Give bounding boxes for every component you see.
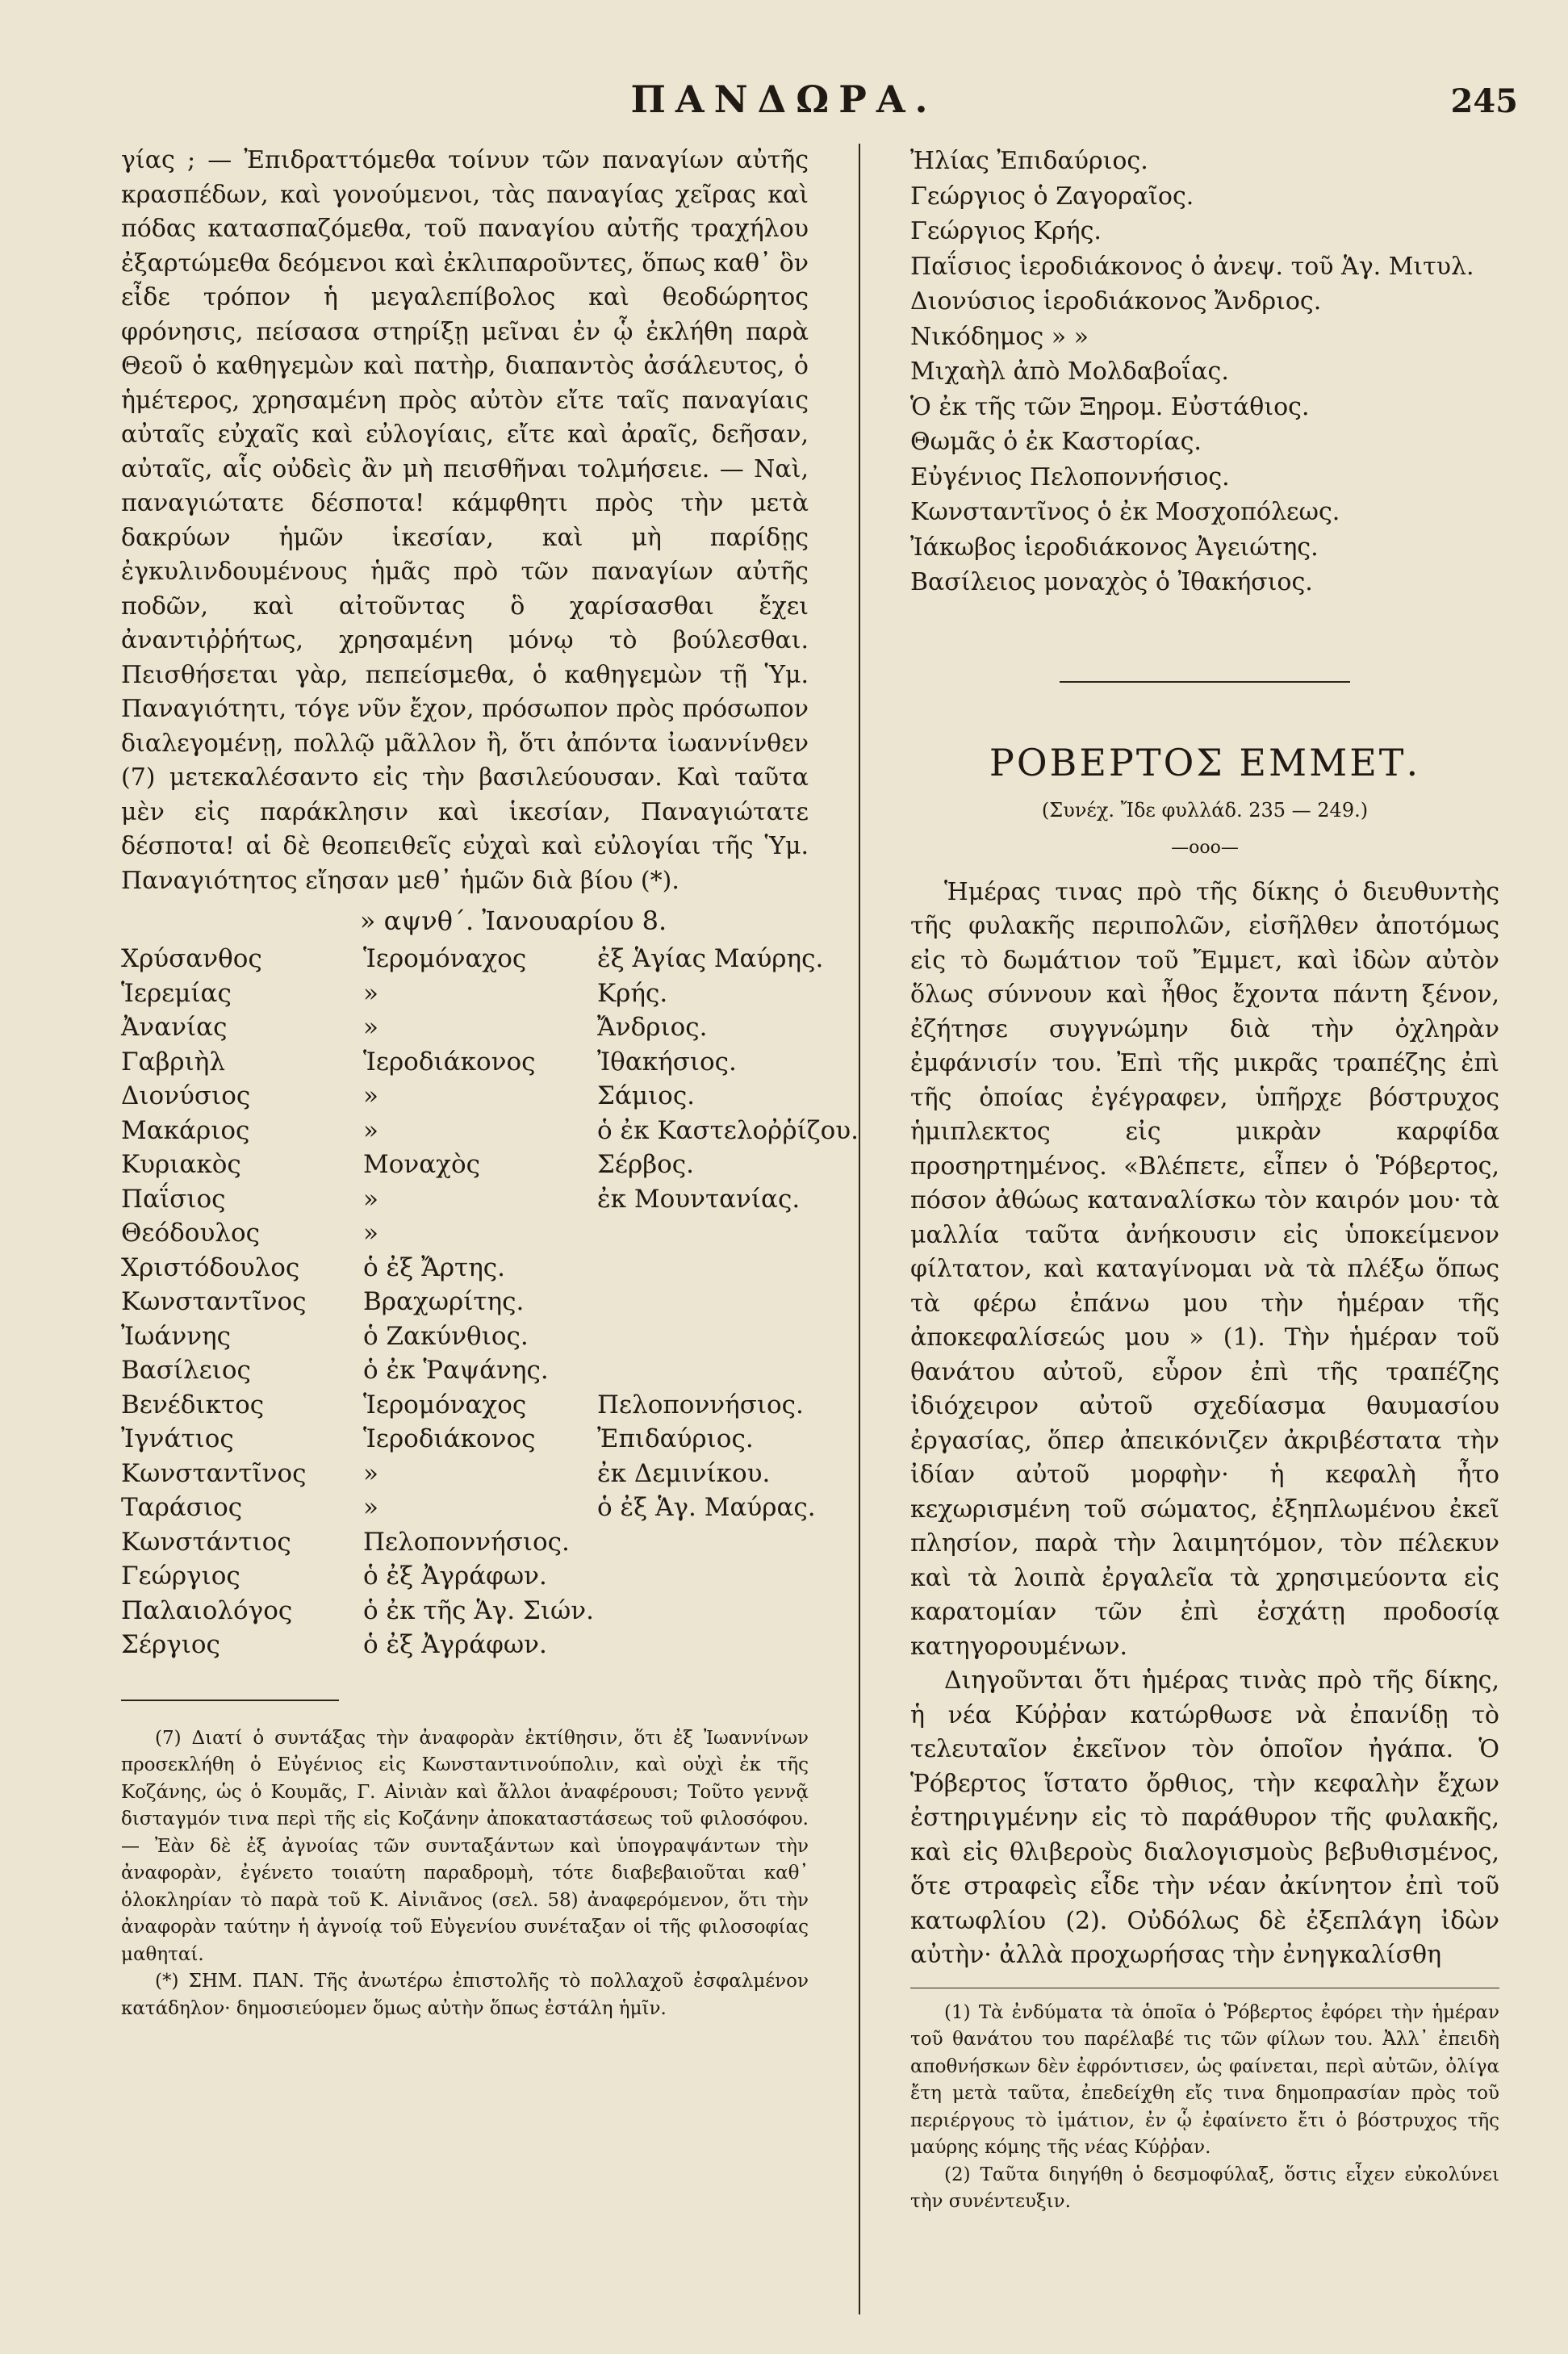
signatory-role: Ἱερομόναχος: [363, 1390, 527, 1420]
signatory-role: Μοναχὸς: [363, 1150, 480, 1179]
signatory-list: [121, 942, 859, 1662]
signatory-row: [121, 1353, 809, 1388]
signatory-role: »: [363, 1458, 378, 1488]
continuation-note: (Συνέχ. Ἴδε φυλλάδ. 235 — 249.): [1041, 798, 1369, 822]
signatory-row: Ἰάκωβος ἱεροδιάκονος Ἀγειώτης.: [910, 533, 1319, 562]
signatory-role: Ἱεροδιάκονος: [363, 1424, 536, 1453]
left-column: [121, 144, 859, 2022]
signatory-row: [121, 1525, 809, 1560]
footnote-star: (*) ΣΗΜ. ΠΑΝ. Τῆς ἀνωτέρω ἐπιστολῆς τὸ πολλαχοῦ ἐσφαλμένον κατάδηλον· δημοσιεύομεν ὅμως αὐτὴν ὅπως ἐστάλη ἡμῖν.: [121, 1971, 809, 2019]
running-head: [0, 77, 1568, 134]
signatory-role: »: [363, 1081, 378, 1110]
signatory-row: [121, 1559, 809, 1594]
signatory-role: »: [363, 1184, 378, 1214]
signatory-role: »: [363, 1115, 378, 1145]
signatory-role: ὁ ἐξ Ἄρτης.: [363, 1252, 505, 1282]
footnote-rule: [121, 1700, 339, 1701]
signatory-name: Ἱερεμίας: [121, 978, 232, 1008]
signatory-place: [597, 1594, 809, 1629]
signatory-place: Ἰθακήσιος.: [597, 1047, 737, 1077]
signatory-name: Γαβριὴλ: [121, 1047, 225, 1077]
signatory-name: Χριστόδουλος: [121, 1252, 300, 1282]
signatory-name: Γεώργιος: [121, 1562, 240, 1591]
signatory-row: [121, 1010, 809, 1045]
signatory-row: [121, 1457, 809, 1491]
signatory-row: [121, 1285, 809, 1319]
signatory-name: Ἀνανίας: [121, 1013, 228, 1042]
signatory-place: ὁ ἐξ Ἁγ. Μαύρας.: [597, 1493, 816, 1522]
signatory-place: ὁ ἐκ Καστελοῤῥίζου.: [597, 1115, 859, 1145]
letter-date-line: » αψνθ΄. Ἰανουαρίου 8.: [359, 905, 667, 936]
signatory-row: [121, 1114, 859, 1148]
signatory-role: »: [363, 1219, 378, 1248]
signatory-row: [121, 1045, 809, 1080]
signatory-place: [597, 1251, 809, 1286]
signatory-row: Βασίλειος μοναχὸς ὁ Ἰθακήσιος.: [910, 568, 1313, 596]
signatory-place: [597, 1353, 809, 1388]
signatory-row: Παΐσιος ἱεροδιάκονος ὁ ἀνεψ. τοῦ Ἁγ. Μιτυλ.: [910, 252, 1474, 281]
signatory-role: ὁ Ζακύνθιος.: [363, 1321, 529, 1351]
section-rule: [1060, 681, 1350, 683]
signatory-name: Ἰγνάτιος: [121, 1424, 234, 1453]
signatory-role: Πελοποννήσιος.: [363, 1527, 570, 1557]
signatory-place: [597, 1216, 809, 1251]
signatory-row: [121, 1319, 809, 1354]
signatory-role: »: [363, 978, 378, 1008]
signatory-row: Ἠλίας Ἐπιδαύριος.: [910, 147, 1148, 175]
column-divider: [859, 144, 860, 2314]
signatory-row: Εὐγένιος Πελοποννήσιος.: [910, 462, 1230, 491]
signatory-place: ἐκ Δεμινίκου.: [597, 1458, 771, 1488]
signatory-place: ἐξ Ἁγίας Μαύρης.: [597, 944, 824, 973]
signatory-role: Ἱερομόναχος: [363, 944, 527, 973]
signatory-place: Σέρβος.: [597, 1150, 695, 1179]
section-title: ΡΟΒΕΡΤΟΣ ΕΜΜΕΤ.: [989, 740, 1421, 784]
signatory-name: Βασίλειος: [121, 1356, 251, 1385]
signatory-role: ὁ ἐξ Ἀγράφων.: [363, 1630, 547, 1659]
signatory-row: [121, 1388, 809, 1423]
signatory-role: Βραχωρίτης.: [363, 1287, 525, 1316]
letter-closing-paragraph: γίας ; — Ἐπιδραττόμεθα τοίνυν τῶν παναγίων αὐτῆς κρασπέδων, καὶ γονούμενοι, τὰς παναγίας χεῖρας καὶ πόδας κατασπαζόμεθα, τοῦ παναγίου αὐτῆς τραχήλου ἐξαρτώμεθα δεόμενοι καὶ ἐκλιπαροῦντες, ὅπως καθ᾽ ὃν εἶδε τρόπον ἡ μεγαλεπίβολος καὶ θεοδώρητος φρόνησις, πείσασα στηρίξῃ μεῖναι ἐν ᾧ ἐκλήθη παρὰ Θεοῦ ὁ καθηγεμὼν καὶ πατὴρ, διαπαντὸς ἀσάλευτος, ὁ ἡμέτερος, χρησαμένη πρὸς αὐτὸν εἴτε ταῖς παναγίαις αὐταῖς εὐχαῖς καὶ εὐλογίαις, εἴτε καὶ ἀραῖς, δεῆσαν, αὐταῖς, αἷς οὐδεὶς ἂν μὴ πεισθῆναι τολμήσειε. — Ναὶ, παναγιώτατε δέσποτα! κάμφθητι πρὸς τὴν μετὰ δακρύων ἡμῶν ἱκεσίαν, καὶ μὴ παρίδῃς ἐγκυλινδουμένους ἡμᾶς πρὸ τῶν παναγίων αὐτῆς ποδῶν, καὶ αἰτοῦντας ὃ χαρίσασθαι ἔχει ἀναντιῤῥήτως, χρησαμένη μόνῳ τὸ βούλεσθαι. Πεισθήσεται γὰρ, πεπείσμεθα, ὁ καθηγεμὼν τῇ Ὑμ. Παναγιότητι, τόγε νῦν ἔχον, πρόσωπον πρὸς πρόσωπον διαλεγομένῃ, πολλῷ μᾶλλον ἢ, ὅτι ἀπόντα ἰωαννίνθεν (7) μετεκαλέσαντο εἰς τὴν βασιλεύουσαν. Καὶ ταῦτα μὲν εἰς παράκλησιν καὶ ἱκεσίαν, Παναγιώτατε δέσποτα! αἱ δὲ θεοπειθεῖς εὐχαὶ καὶ εὐλογίαι τῆς Ὑμ. Παναγιότητος εἴησαν μεθ᾽ ἡμῶν διὰ βίου (*).: [121, 146, 809, 895]
article-paragraph-2: Διηγοῦνται ὅτι ἡμέρας τινὰς πρὸ τῆς δίκης, ἡ νέα Κύῤῥαν κατώρθωσε νὰ ἐπανίδῃ τὸ τελευταῖον ἐκεῖνον τὸν ὁποῖον ἠγάπα. Ὁ Ῥόβερτος ἵστατο ὄρθιος, τὴν κεφαλὴν ἔχων ἐστηριγμένην εἰς τὸ παράθυρον τῆς φυλακῆς, καὶ εἰς θλιβεροὺς διαλογισμοὺς βεβυθισμένος, ὅτε στραφεὶς εἶδε τὴν νέαν ἀκίνητον ἐπὶ τοῦ κατωφλίου (2). Οὐδόλως δὲ ἐξεπλάγη ἰδὼν αὐτὴν· ἀλλὰ προχωρήσας τὴν ἐνηγκαλίσθη: [910, 1666, 1499, 1969]
signatory-name: Διονύσιος: [121, 1081, 251, 1110]
signatory-name: Βενέδικτος: [121, 1390, 265, 1420]
signatory-role: »: [363, 1493, 378, 1522]
signatory-row: Κωνσταντῖνος ὁ ἐκ Μοσχοπόλεως.: [910, 498, 1340, 526]
signatory-row: [121, 1594, 809, 1629]
page-number: 245: [1450, 82, 1518, 120]
signatory-row: [121, 976, 809, 1011]
signatory-row: Ὁ ἐκ τῆς τῶν Ξηρομ. Εὐστάθιος.: [910, 392, 1310, 421]
article-paragraph-1: Ἡμέρας τινας πρὸ τῆς δίκης ὁ διευθυντὴς τῆς φυλακῆς περιπολῶν, εἰσῆλθεν ἀποτόμως εἰς τὸ δωμάτιον τοῦ Ἔμμετ, καὶ ἰδὼν αὐτὸν ὅλως σύννουν καὶ ἦθος ἔχοντα πάντη ξένον, ἐζήτησε συγγνώμην διὰ τὴν ὀχληρὰν ἐμφάνισίν του. Ἐπὶ τῆς μικρᾶς τραπέζης ἐπὶ τῆς ὁποίας ἐγέγραφεν, ὑπῆρχε βόστρυχος ἡμιπλεκτος εἰς μικρὰν καρφίδα προσηρτημένος. «Βλέπετε, εἶπεν ὁ Ῥόβερτος, πόσον ἀθώως καταναλίσκω τὸν καιρόν μου· τὰ μαλλία ταῦτα ἀνήκουσιν εἰς ὑποκείμενον φίλτατον, καὶ καταγίνομαι νὰ τὰ πλέξω ὅπως τὰ φέρω ἐπάνω μου τὴν ἡμέραν τῆς ἀποκεφαλίσεώς μου » (1). Τὴν ἡμέραν τοῦ θανάτου αὐτοῦ, εὗρον ἐπὶ τῆς τραπέζης ἰδιόχειρον αὐτοῦ σχεδίασμα θαυμασίου ἐργασίας, ὅπερ ἀπεικόνιζεν ἀκριβέστατα τὴν ἰδίαν αὐτοῦ μορφὴν· ἡ κεφαλὴ ἦτο κεχωρισμένη τοῦ σώματος, ἐξηπλωμένου ἐκεῖ πλησίον, παρὰ τὴν λαιμητόμον, τὸν πέλεκυν καὶ τὰ λοιπὰ ἐργαλεῖα τὰ χρησιμεύοντα εἰς καρατομίαν τῶν ἐπὶ ἐσχάτῃ προδοσίᾳ κατηγορουμένων.: [910, 877, 1499, 1661]
signatory-role: »: [363, 1013, 378, 1042]
signatory-row: Μιχαὴλ ἀπὸ Μολδαβοΐας.: [910, 357, 1229, 386]
signatory-place: Ἐπιδαύριος.: [597, 1424, 754, 1453]
signatory-row: [121, 1216, 809, 1251]
signatory-name: Θεόδουλος: [121, 1219, 260, 1248]
signatory-name: Σέργιος: [121, 1630, 220, 1659]
signatory-name: Κωνσταντῖνος: [121, 1287, 307, 1316]
signatory-row: [121, 1251, 809, 1286]
signatory-name: Παλαιολόγος: [121, 1595, 293, 1625]
signatory-name: Ἰωάννης: [121, 1321, 231, 1351]
signatory-name: Κωνσταντῖνος: [121, 1458, 307, 1488]
signatory-place: Σάμιος.: [597, 1081, 696, 1110]
signatory-place: Κρής.: [597, 978, 668, 1008]
footnote-7: (7) Διατί ὁ συντάξας τὴν ἀναφορὰν ἐκτίθησιν, ὅτι ἐξ Ἰωαννίνων προσεκλήθη ὁ Εὐγένιος εἰς Κωνσταντινούπολιν, καὶ οὐχὶ ἐκ τῆς Κοζάνης, ὡς ὁ Κουμᾶς, Γ. Αἰνιὰν καὶ ἄλλοι ἀναφέρουσι; Τοῦτο γεννᾷ δισταγμόν τινα περὶ τῆς εἰς Κοζάνην ἀποκαταστάσεως τοῦ φιλοσόφου. — Ἐὰν δὲ ἐξ ἀγνοίας τῶν συνταξάντων καὶ ὑπογραψάντων τὴν ἀναφορὰν, ἐγένετο τοιαύτη παραδρομὴ, τότε διαβεβαιοῦται καθ᾽ ὁλοκληρίαν τὸ παρὰ τοῦ Κ. Αἰνιᾶνος (σελ. 58) ἀναφερόμενον, ὅτι τὴν ἀναφορὰν ταύτην ἡ ἀγνοίᾳ τοῦ Εὐγενίου συνέταξαν οἱ τῆς φιλοσοφίας μαθηταί.: [121, 1727, 809, 1965]
footnote-2: (2) Ταῦτα διηγήθη ὁ δεσμοφύλαξ, ὅστις εἶχεν εὐκολύνει τὴν συνέντευξιν.: [910, 2164, 1499, 2212]
signatory-row: [121, 1491, 816, 1525]
signatory-place: Ἄνδριος.: [597, 1013, 708, 1042]
signatory-row: [121, 1628, 809, 1662]
signatory-place: [597, 1559, 809, 1594]
signatory-role: ὁ ἐκ τῆς Ἁγ. Σιών.: [363, 1595, 594, 1625]
signatory-row: Νικόδημος » »: [910, 322, 1089, 351]
signatory-role: ὁ ἐκ Ῥαψάνης.: [363, 1356, 549, 1385]
signatory-place: [597, 1319, 809, 1354]
right-column: [910, 144, 1499, 2216]
signatory-row: [121, 1182, 809, 1217]
signatory-list-continued: [910, 144, 1499, 600]
signatory-place: [597, 1285, 809, 1319]
signatory-row: [121, 1148, 809, 1182]
signatory-name: Κωνστάντιος: [121, 1527, 291, 1557]
signatory-name: Ταράσιος: [121, 1493, 243, 1522]
signatory-place: ἐκ Μουντανίας.: [597, 1184, 801, 1214]
signatory-row: Γεώργιος ὁ Ζαγοραῖος.: [910, 182, 1194, 211]
signatory-row: Θωμᾶς ὁ ἐκ Καστορίας.: [910, 428, 1202, 456]
ornament-divider: —ooo—: [1171, 837, 1239, 858]
signatory-row: Γεώργιος Κρής.: [910, 217, 1102, 245]
footnote-1: (1) Τὰ ἐνδύματα τὰ ὁποῖα ὁ Ῥόβερτος ἐφόρει τὴν ἡμέραν τοῦ θανάτου του παρέλαβέ τις τῶν φίλων του. Ἀλλ᾽ ἐπειδὴ αποθνήσκων δὲν ἐφρόντισεν, ὡς φαίνεται, περὶ αὐτῶν, ὀλίγα ἔτη μετὰ ταῦτα, ἐπεδείχθη εἴς τινα δημοπρασίαν πρὸς τοῦ περιέργους τὸ ἱμάτιον, ἐν ᾧ ἐφαίνετο ἔτι ὁ βόστρυχος τῆς μαύρης κόμης τῆς νέας Κύῤῥαν.: [910, 2001, 1499, 2158]
signatory-name: Παΐσιος: [121, 1184, 226, 1214]
signatory-row: [121, 942, 824, 976]
signatory-place: [597, 1525, 809, 1560]
signatory-row: [121, 1422, 809, 1457]
signatory-name: Χρύσανθος: [121, 944, 262, 973]
signatory-place: Πελοποννήσιος.: [597, 1390, 804, 1420]
signatory-place: [597, 1628, 809, 1662]
signatory-row: Διονύσιος ἱεροδιάκονος Ἄνδριος.: [910, 287, 1322, 316]
journal-title: ΠΑΝΔΩΡΑ.: [630, 77, 938, 121]
signatory-row: [121, 1079, 809, 1114]
signatory-name: Μακάριος: [121, 1115, 250, 1145]
signatory-role: ὁ ἐξ Ἀγράφων.: [363, 1562, 547, 1591]
signatory-role: Ἱεροδιάκονος: [363, 1047, 536, 1077]
signatory-name: Κυριακὸς: [121, 1150, 241, 1179]
